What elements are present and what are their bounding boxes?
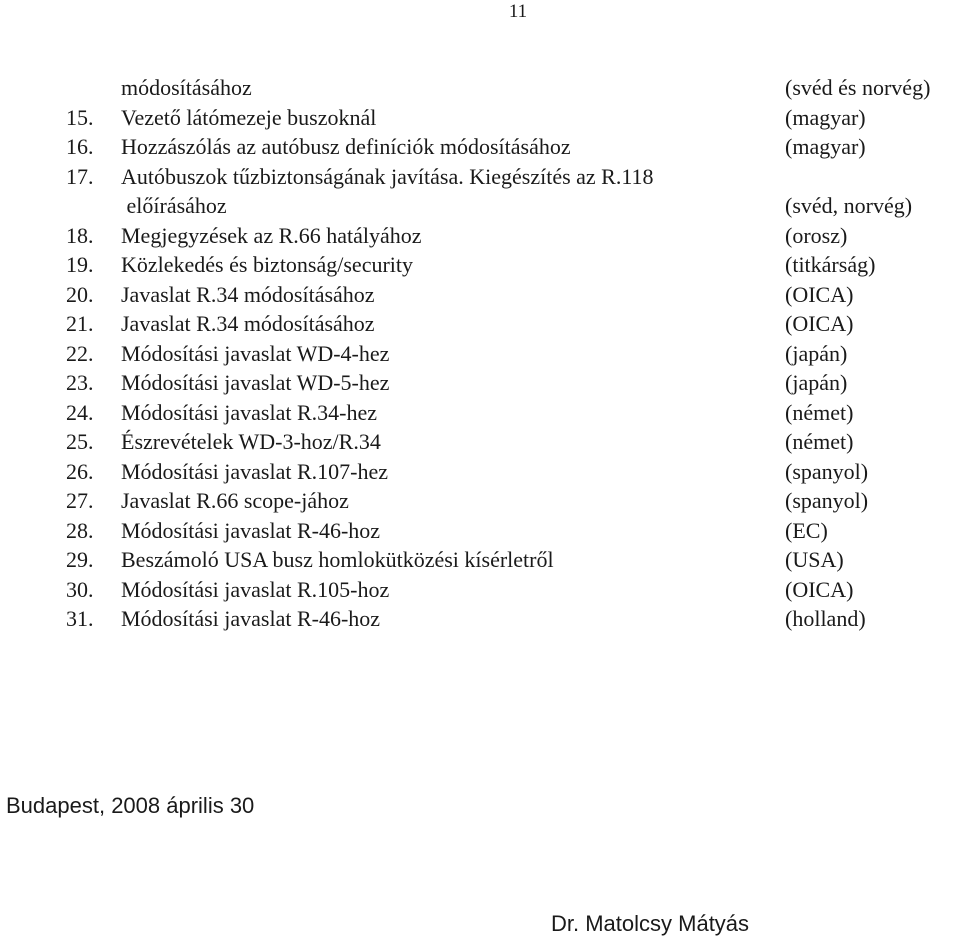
item-language: (spanyol) <box>785 458 869 484</box>
list-item <box>0 575 960 605</box>
list-item <box>0 162 960 192</box>
item-title: Módosítási javaslat R.34-hez <box>121 399 378 425</box>
item-title: Módosítási javaslat WD-5-hez <box>121 370 390 395</box>
list-item <box>0 457 960 487</box>
item-language: (japán) <box>785 340 848 366</box>
item-number: 22. <box>66 340 94 366</box>
list-item <box>0 339 960 369</box>
item-title: Módosítási javaslat R.107-hez <box>121 458 389 484</box>
item-title: előírásához <box>121 193 227 218</box>
item-title: Beszámoló USA busz homlokütközési kísérletről <box>121 547 554 572</box>
list-item <box>0 368 960 398</box>
item-title: Megjegyzések az R.66 hatályához <box>121 222 422 248</box>
item-language: (svéd, norvég) <box>785 193 913 218</box>
item-title: Javaslat R.34 módosításához <box>121 311 375 336</box>
item-number: 30. <box>66 576 94 602</box>
item-number: 28. <box>66 517 94 543</box>
item-language: (OICA) <box>785 281 854 307</box>
item-number: 16. <box>66 134 94 159</box>
item-title: módosításához <box>121 75 252 100</box>
list-item <box>0 250 960 280</box>
list-item <box>0 73 960 103</box>
item-title: Javaslat R.34 módosításához <box>121 281 375 307</box>
item-number: 25. <box>66 429 94 454</box>
item-title: Módosítási javaslat R-46-hoz <box>121 606 381 631</box>
item-language: (japán) <box>785 370 848 395</box>
item-title: Vezető látómezeje buszoknál <box>121 104 377 130</box>
list-item <box>0 516 960 546</box>
item-number: 17. <box>66 163 94 189</box>
list-item <box>0 309 960 339</box>
list-item <box>0 545 960 575</box>
item-number: 18. <box>66 222 94 248</box>
list-item <box>0 132 960 162</box>
item-number: 23. <box>66 370 94 395</box>
item-language: (magyar) <box>785 104 866 130</box>
list-item <box>0 604 960 634</box>
item-language: (magyar) <box>785 134 866 159</box>
item-title: Módosítási javaslat R-46-hoz <box>121 517 381 543</box>
item-title: Hozzászólás az autóbusz definíciók módosításához <box>121 134 571 159</box>
item-number: 27. <box>66 488 94 513</box>
document-list <box>0 73 960 634</box>
list-item <box>0 191 960 221</box>
item-number: 29. <box>66 547 94 572</box>
item-language: (USA) <box>785 547 844 572</box>
place-date: Budapest, 2008 április 30 <box>6 793 255 818</box>
item-title: Módosítási javaslat R.105-hoz <box>121 576 390 602</box>
list-item <box>0 280 960 310</box>
item-number: 26. <box>66 458 94 484</box>
item-number: 24. <box>66 399 94 425</box>
item-number: 20. <box>66 281 94 307</box>
item-title: Autóbuszok tűzbiztonságának javítása. Kiegészítés az R.118 <box>121 163 654 189</box>
item-language: (holland) <box>785 606 866 631</box>
item-language: (spanyol) <box>785 488 869 513</box>
item-language: (OICA) <box>785 311 854 336</box>
page-number: 11 <box>508 1 528 22</box>
item-title: Közlekedés és biztonság/security <box>121 252 414 277</box>
list-item <box>0 427 960 457</box>
item-language: (német) <box>785 429 854 454</box>
list-item <box>0 103 960 133</box>
item-language: (orosz) <box>785 222 848 248</box>
item-title: Észrevételek WD-3-hoz/R.34 <box>121 429 381 454</box>
item-number: 21. <box>66 311 94 336</box>
list-item <box>0 221 960 251</box>
signature-name: Dr. Matolcsy Mátyás <box>551 911 750 936</box>
item-number: 31. <box>66 606 94 631</box>
item-number: 15. <box>66 104 94 130</box>
item-language: (EC) <box>785 517 828 543</box>
item-title: Módosítási javaslat WD-4-hez <box>121 340 390 366</box>
item-number: 19. <box>66 252 94 277</box>
list-item <box>0 398 960 428</box>
item-language: (titkárság) <box>785 252 876 277</box>
item-language: (német) <box>785 399 854 425</box>
item-language: (svéd és norvég) <box>785 75 931 100</box>
item-language: (OICA) <box>785 576 854 602</box>
list-item <box>0 486 960 516</box>
item-title: Javaslat R.66 scope-jához <box>121 488 349 513</box>
